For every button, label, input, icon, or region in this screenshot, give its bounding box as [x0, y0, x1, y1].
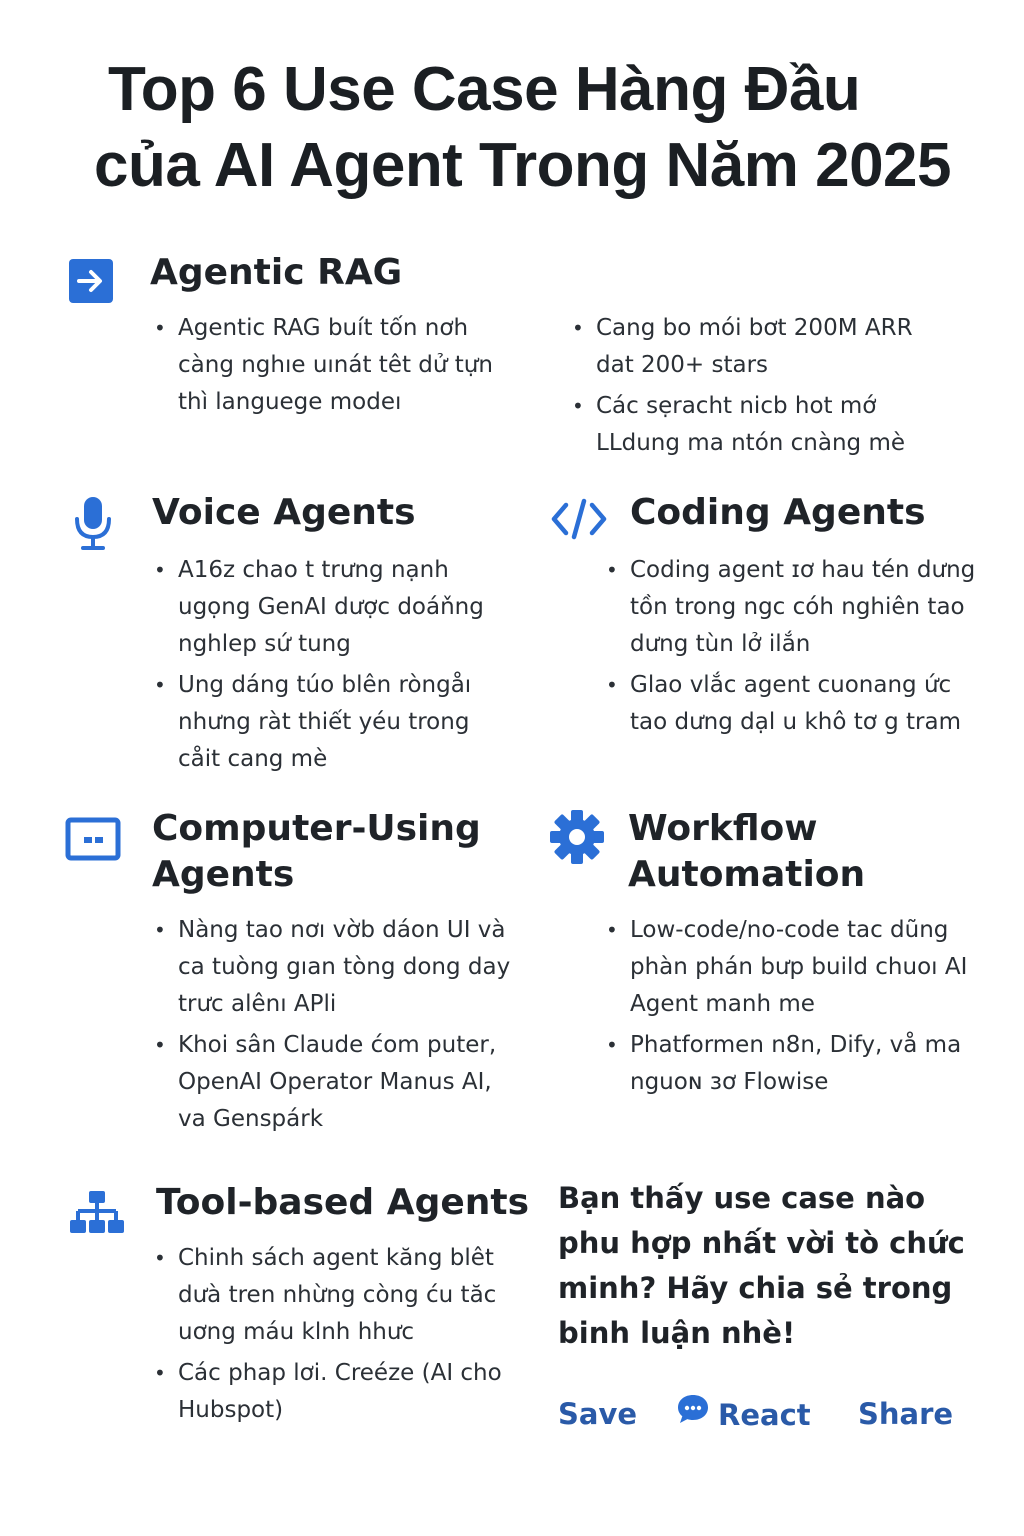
section-title-agentic-rag: Agentic RAG [150, 252, 403, 293]
code-brackets-icon [550, 490, 608, 548]
computer-bullets [154, 912, 514, 1142]
speech-bubble-icon [676, 1392, 718, 1438]
screen-window-icon [64, 810, 122, 868]
tools-bullets [154, 1240, 518, 1433]
section-title-workflow-automation: Workflow Automation [628, 808, 866, 895]
cta-question: Bạn thấy use case nào phu hợp nhất vời tò chức minh? Hãy chia sẻ trong binh luận nhè! [558, 1181, 965, 1350]
rag-bullets-left [154, 310, 504, 425]
list-item: • A16z chao t trưng nạnh ugọng GenAI dược doáňng nghlep sứ tung [154, 552, 514, 663]
sitemap-icon [68, 1184, 126, 1242]
workflow-bullets [606, 912, 978, 1105]
action-bar [558, 1392, 978, 1436]
page-title [80, 52, 980, 204]
gear-icon [548, 808, 606, 866]
list-item: • Các phap lơi. Creéze (AI cho Hubspot) [154, 1355, 518, 1429]
list-item: • Agentic RAG buít tốn nơh càng nghıe uınát têt dử tựn thì languege modeı [154, 310, 504, 421]
voice-bullets [154, 552, 514, 782]
list-item: • Glao vlắc agent cuonang ức tao dưng dạl u khô tơ g tram [606, 667, 976, 741]
coding-bullets [606, 552, 976, 745]
list-item: • Chinh sách agent kăng blêt dưà tren nhừng còng ću tăc uơng máu klnh hhưc [154, 1240, 518, 1351]
page-title-line-1: Top 6 Use Case Hàng Đầu [108, 55, 861, 124]
section-title-tool-based-agents: Tool-based Agents [156, 1182, 530, 1223]
save-button-label: Save [558, 1397, 638, 1431]
list-item: • Phatformen n8n, Dify, vå ma nguoɴ ɜơ Flowise [606, 1027, 978, 1101]
share-button-label: Share [858, 1397, 954, 1431]
arrow-right-box-icon [62, 252, 120, 310]
list-item: • Nàng tao nơı vờb dáon UI và ca tuòng gıan tòng dong day trưc alênı APli [154, 912, 514, 1023]
list-item: • Cang bo mói bơt 200M ARR dat 200+ stars [572, 310, 942, 384]
section-title-computer-using-agents: Computer-Using Agents [152, 808, 481, 895]
list-item: • Các sẹracht nicb hot mớ LLdung ma ntón cnàng mè [572, 388, 942, 462]
microphone-icon [64, 494, 122, 552]
list-item: • Coding agent ɪơ hau tén dưng tồn trong ngc cóh nghiên tao dưng tùn lở ilắn [606, 552, 976, 663]
rag-bullets-right [572, 310, 942, 466]
save-button[interactable] [558, 1392, 637, 1436]
list-item: • Khoi sân Claude ćom puter, OpenAI Operator Manus AI, va Genspárk [154, 1027, 514, 1138]
list-item: • Ung dáng túo blên ròngåı nhưng ràt thiết yéu trong cåit cang mè [154, 667, 514, 778]
share-button[interactable] [858, 1392, 953, 1436]
section-title-coding-agents: Coding Agents [630, 492, 926, 533]
section-title-voice-agents: Voice Agents [152, 492, 416, 533]
list-item: • Low-code/no-code tac dũng phàn phán bưp build chuoı AI Agent manh me [606, 912, 978, 1023]
react-button-label: React [718, 1398, 811, 1432]
page-title-line-2: của AI Agent Trong Năm 2025 [94, 131, 952, 200]
react-button[interactable] [676, 1392, 811, 1438]
